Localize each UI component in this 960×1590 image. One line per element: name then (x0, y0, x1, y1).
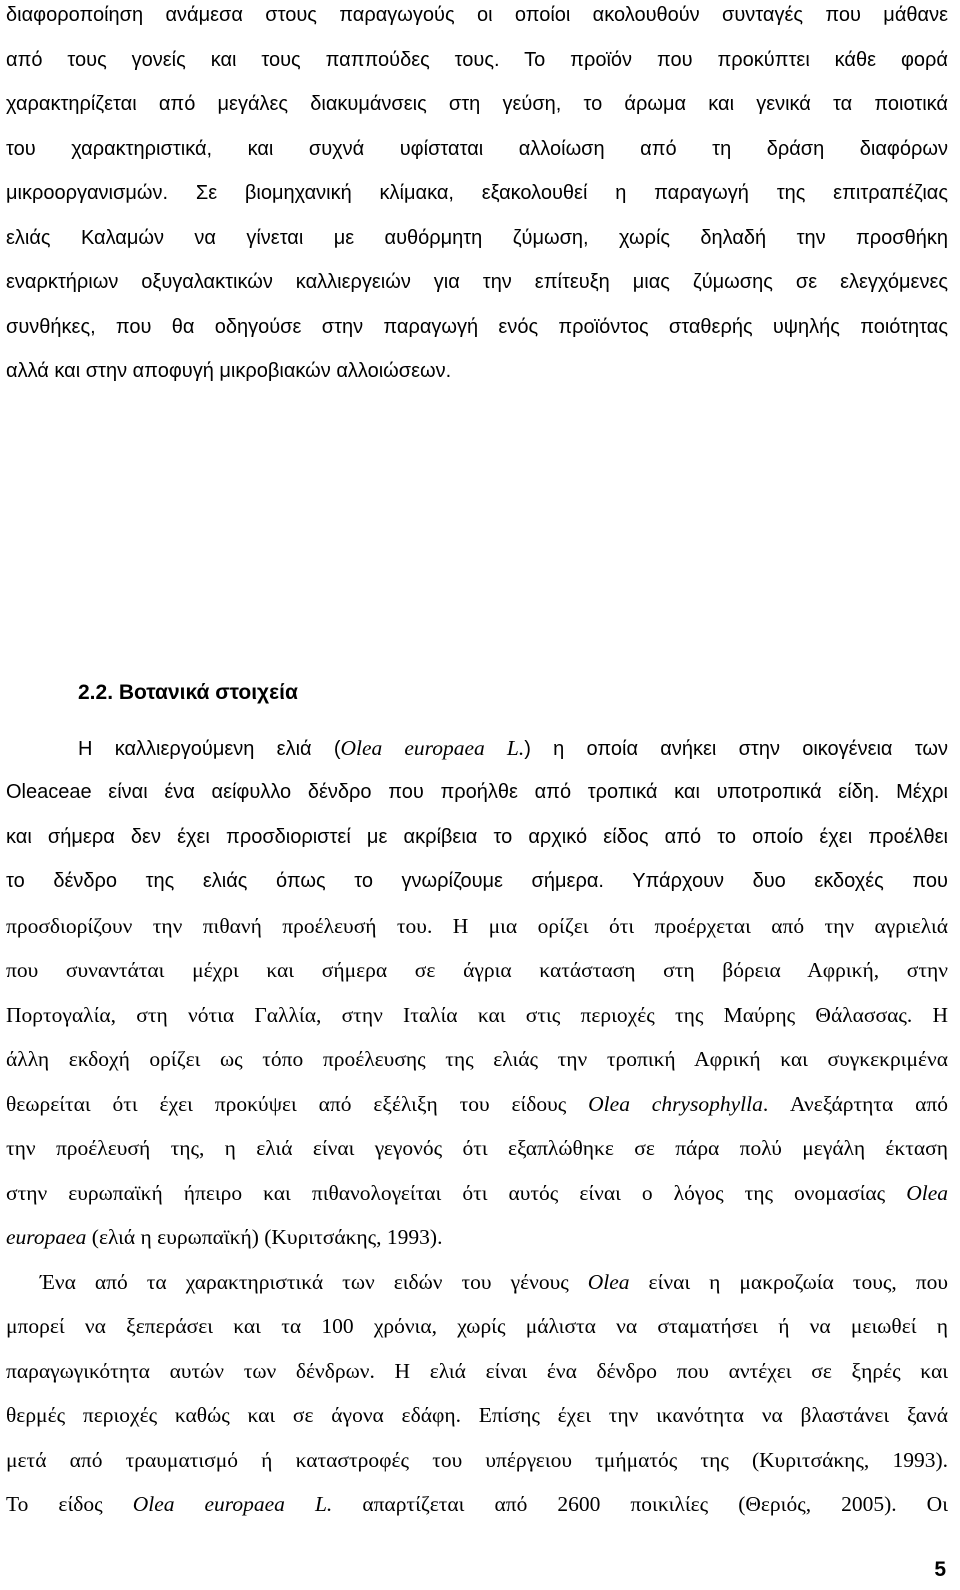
paragraph-line: το δένδρο της ελιάς όπως το γνωρίζουμε σήμερα. Υπάρχουν δυο εκδοχές που (6, 870, 948, 892)
paragraph-line: προσδιορίζουν την πιθανή προέλευσή του. Η μια ορίζει ότι προέρχεται από την αγριελιά (6, 914, 948, 938)
species-name: Olea (906, 1181, 948, 1205)
paragraph-line (6, 1491, 948, 1518)
paragraph-line: του χαρακτηριστικά, και συχνά υφίσταται αλλοίωση από τη δράση διαφόρων (6, 138, 948, 160)
paragraph-line (6, 1224, 948, 1251)
section-heading: 2.2. Βοτανικά στοιχεία (78, 681, 298, 704)
paragraph-line: την προέλευσή της, η ελιά είναι γεγονός ότι εξαπλώθηκε σε πάρα πολύ μεγάλη έκταση (6, 1136, 948, 1160)
paragraph-line: και σήμερα δεν έχει προσδιοριστεί με ακρίβεια το αρχικό είδος από το οποίο έχει προέλθει (6, 826, 948, 848)
paragraph-line (40, 1269, 948, 1296)
paragraph-line: που συναντάται μέχρι και σήμερα σε άγρια κατάσταση στη βόρεια Αφρική, στην (6, 958, 948, 982)
text-run: . Ανεξάρτητα από (762, 1092, 948, 1116)
text-run: θεωρείται ότι έχει προκύψει από εξέλιξη του είδους (6, 1092, 589, 1116)
text-run: είναι η μακροζωία τους, που (629, 1270, 948, 1294)
paragraph-line: συνθήκες, που θα οδηγούσε στην παραγωγή ενός προϊόντος σταθερής υψηλής ποιότητας (6, 316, 948, 338)
paragraph-line (78, 735, 948, 763)
paragraph-line: αλλά και στην αποφυγή μικροβιακών αλλοιώσεων. (6, 360, 452, 382)
paragraph-line: άλλη εκδοχή ορίζει ως τόπο προέλευσης της ελιάς την τροπική Αφρική και συγκεκριμένα (6, 1047, 948, 1071)
species-name: Olea europaea L. (340, 736, 525, 760)
species-name: europaea (6, 1225, 87, 1249)
text-run: απαρτίζεται από 2600 ποικιλίες (Θεριός, 2005). Οι (332, 1492, 948, 1516)
paragraph-line: μικροοργανισμών. Σε βιομηχανική κλίμακα, εξακολουθεί η παραγωγή της επιτραπέζιας (6, 182, 948, 204)
paragraph-line: μετά από τραυματισμό ή καταστροφές του υπέργειου τμήματός της (Κυριτσάκης, 1993). (6, 1448, 948, 1472)
text-run: Ένα από τα χαρακτηριστικά των ειδών του γένους (40, 1270, 588, 1294)
text-run: Το είδος (6, 1492, 133, 1516)
paragraph-line: χαρακτηρίζεται από μεγάλες διακυμάνσεις στη γεύση, το άρωμα και γενικά τα ποιοτικά (6, 93, 948, 115)
paragraph-line: θερμές περιοχές καθώς και σε άγονα εδάφη. Επίσης έχει την ικανότητα να βλαστάνει ξανά (6, 1403, 948, 1427)
paragraph-line (6, 1091, 948, 1118)
paragraph-line: διαφοροποίηση ανάμεσα στους παραγωγούς οι οποίοι ακολουθούν συνταγές που μάθανε (6, 4, 948, 26)
paragraph-line (6, 1180, 948, 1207)
paragraph-line: εναρκτήριων οξυγαλακτικών καλλιεργειών για την επίτευξη μιας ζύμωσης σε ελεγχόμενες (6, 271, 948, 293)
paragraph-line: Πορτογαλία, στη νότια Γαλλία, στην Ιταλία και στις περιοχές της Μαύρης Θάλασσας. Η (6, 1003, 948, 1027)
text-run: στην ευρωπαϊκή ήπειρο και πιθανολογείται ότι αυτός είναι ο λόγος της ονομασίας (6, 1181, 907, 1205)
paragraph-line: παραγωγικότητα αυτών των δένδρων. Η ελιά είναι ένα δένδρο που αντέχει σε ξηρές και (6, 1359, 948, 1383)
genus-name: Olea (587, 1270, 630, 1294)
paragraph-line: ελιάς Καλαμών να γίνεται με αυθόρμητη ζύμωση, χωρίς δηλαδή την προσθήκη (6, 227, 948, 249)
text-run: Η καλλιεργούμενη ελιά ( (78, 738, 341, 760)
page-number: 5 (934, 1558, 946, 1581)
paragraph-line: από τους γονείς και τους παππούδες τους. Το προϊόν που προκύπτει κάθε φορά (6, 49, 948, 71)
species-name: Olea chrysophylla (588, 1092, 763, 1116)
paragraph-line: μπορεί να ξεπεράσει και τα 100 χρόνια, χωρίς μάλιστα να σταματήσει ή να μειωθεί η (6, 1314, 948, 1338)
paragraph-line: Oleaceae είναι ένα αείφυλλο δένδρο που προήλθε από τροπικά και υποτροπικά είδη. Μέχρι (6, 781, 948, 803)
text-run: ) η οποία ανήκει στην οικογένεια των (524, 738, 948, 760)
text-run: (ελιά η ευρωπαϊκή) (Κυριτσάκης, 1993). (86, 1225, 443, 1249)
species-name: Olea europaea L. (132, 1492, 333, 1516)
